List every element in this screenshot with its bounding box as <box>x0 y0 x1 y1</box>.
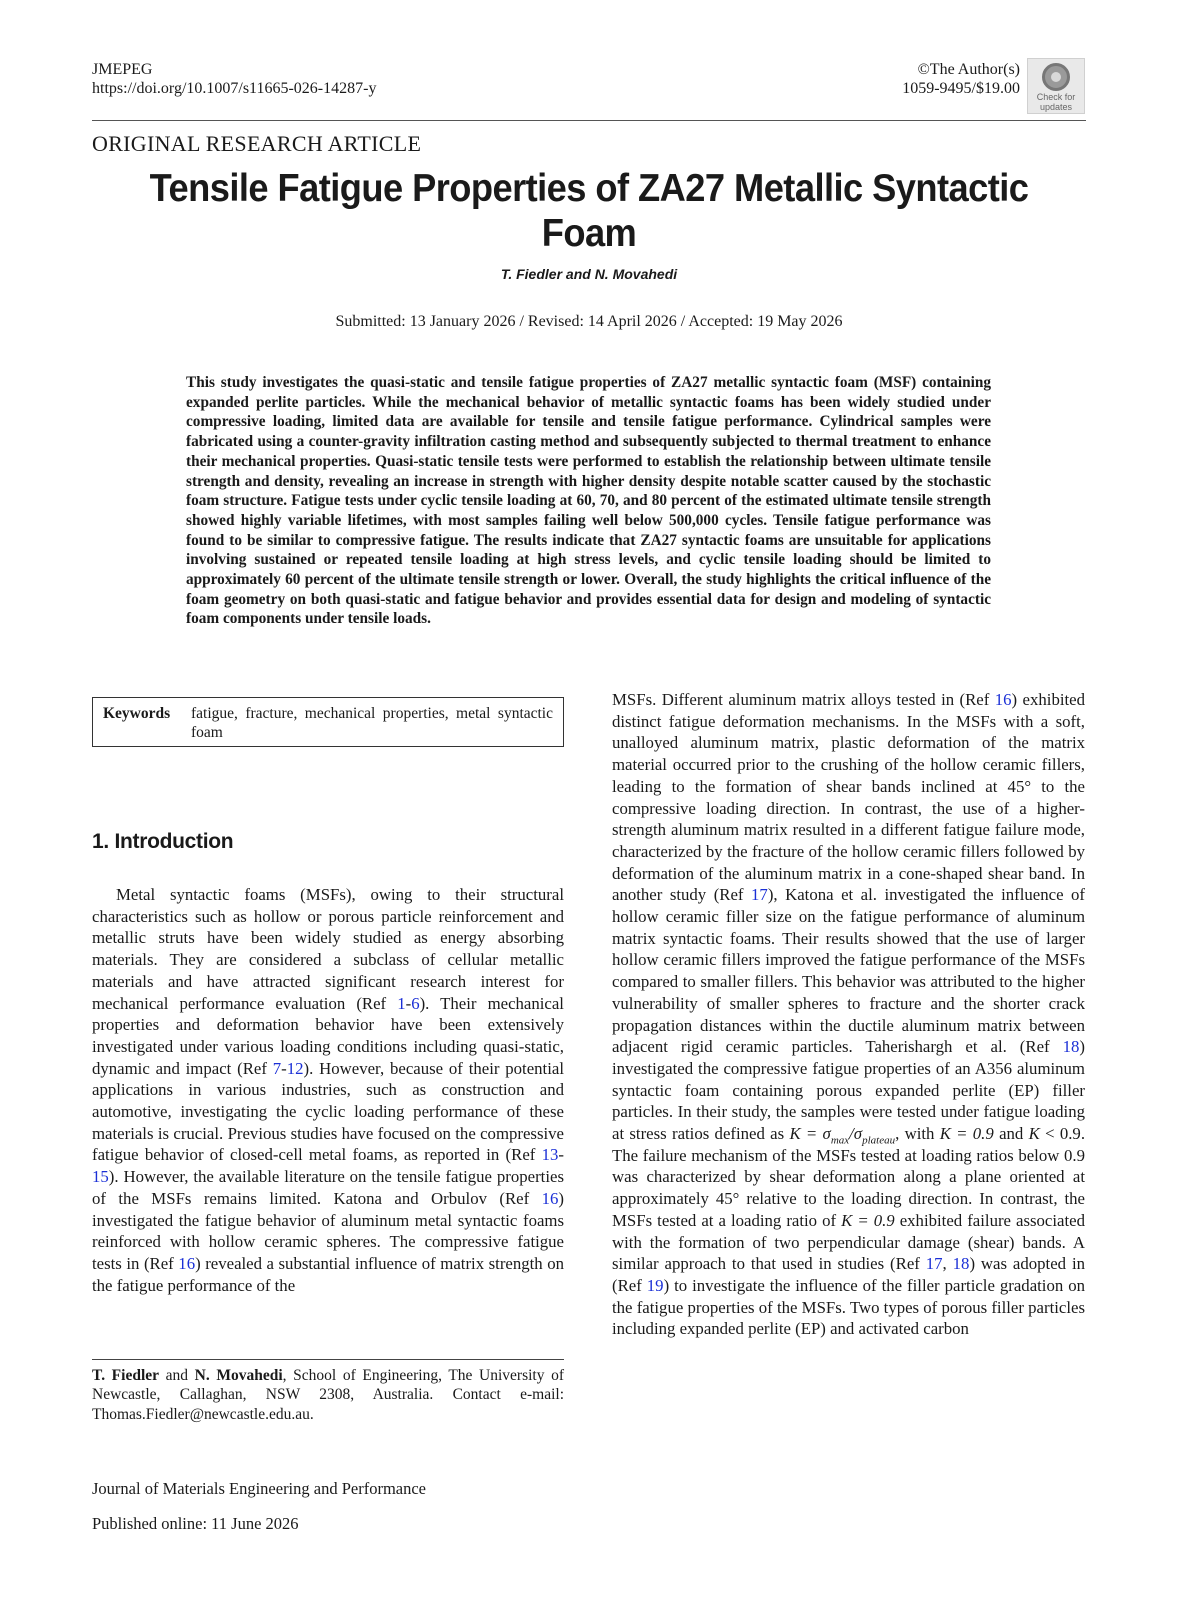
badge-line2: updates <box>1039 102 1073 112</box>
text-run: and <box>993 1124 1029 1144</box>
header-rule <box>92 120 1086 121</box>
text-run: ), Katona et al. investigated the influence of hollow ceramic filler size on the fatigue performance of aluminum matrix syntactic foams. Their results showed that the use of larger hollow ceramic fillers improved the fatigue performance of the MSFs compared to smaller fillers. This behavior was attributed to the higher vulnerability of smaller spheres to fracture and the shorter crack propagation distances within the ductile aluminum matrix between adjacent rigid ceramic particles. Taherishargh et al. (Ref <box>612 885 1086 1057</box>
text-run: ) investigated the fatigue behavior of aluminum metal syntactic foams reinforced with hollow ceramic spheres. The compressive fatigue tests in (Ref <box>92 1188 564 1273</box>
text-run: ). Their mechanical properties and deformation behavior have been extensively investigated under various loading conditions including quasi-static, dynamic and impact ( <box>92 993 564 1078</box>
keywords-label: Keywords <box>103 705 171 722</box>
text-run: ) revealed a substantial influence of matrix strength on the fatigue performance of the <box>92 1253 564 1295</box>
doi-link[interactable]: https://doi.org/10.1007/s11665-026-14287-y <box>92 80 377 97</box>
badge-line1: Check for <box>1036 92 1076 102</box>
abstract: This study investigates the quasi-static and tensile fatigue properties of ZA27 metallic syntactic foam (MSF) containing expanded perlite particles. While the mechanical behavior of metallic syntactic foams has been widely studied under compressive loading, limited data are available for tensile and tensile fatigue performance. Cylindrical samples were fabricated using a counter-gravity infiltration casting method and subsequently subjected to thermal treatment to enhance their mechanical properties. Quasi-static tensile tests were performed to establish the relationship between ultimate tensile strength and density, revealing an increase in strength with higher density despite notable scatter caused by the stochastic foam structure. Fatigue tests under cyclic tensile loading at 60, 70, and 80 percent of the estimated ultimate tensile strength showed highly variable lifetimes, with most samples failing well below 500,000 cycles. Tensile fatigue performance was found to be similar to compressive fatigue. The results indicate that ZA27 syntactic foams are unsuitable for applications involving sustained or repeated tensile loading at high stress levels, and cyclic tensile loading should be limited to approximately 60 percent of the ultimate tensile strength or lower. Overall, the study highlights the critical influence of the foam geometry on both quasi-static and fatigue behavior and provides essential data for design and modeling of syntactic foam components under tensile loads. <box>186 374 991 628</box>
text-run: , with <box>895 1124 940 1144</box>
math-run: K = σ <box>789 1124 831 1144</box>
text-run: MSFs. Different aluminum matrix alloys tested in (Ref <box>612 690 995 709</box>
reference-link[interactable]: 17 <box>751 885 768 905</box>
text-run: ). However, the available literature on the tensile fatigue properties of the MSFs remains limited. Katona and Orbulov (Ref <box>92 1167 564 1208</box>
reference-link[interactable]: 17 <box>925 1254 943 1274</box>
header-right <box>902 60 1020 98</box>
keywords-box <box>92 697 564 747</box>
check-for-updates-badge[interactable] <box>1027 58 1085 114</box>
affiliation-author: N. Movahedi <box>194 1367 283 1384</box>
authors: T. Fiedler and N. Movahedi <box>500 266 678 282</box>
reference-link[interactable]: 6 <box>411 993 420 1013</box>
text-run: ) exhibited distinct fatigue deformation mechanisms. In the MSFs with a soft, unalloyed aluminum matrix, plastic deformation of the matrix material occurred prior to the crushing of the hollow ceramic fillers, leading to the formation of shear bands inclined at 45° to the compressive loading direction. In contrast, the use of a higher-strength aluminum matrix resulted in a different fatigue failure mode, characterized by the fracture of the hollow ceramic fillers followed by deformation of the aluminum matrix in a cone-shaped shear band. In another study (Ref <box>612 690 1085 905</box>
affiliation-author: T. Fiedler <box>92 1367 160 1384</box>
reference-link[interactable]: 16 <box>178 1253 196 1273</box>
equation: K = 0.9 <box>939 1124 994 1144</box>
text-run: Ref <box>361 993 398 1013</box>
text-run: exhibited failure associated with the formation of two perpendicular damage (shear) bands. A similar approach to that used in studies (Ref <box>612 1210 1085 1274</box>
text-run: < 0.9. The failure mechanism of the MSFs tested at loading ratios below 0.9 was characterized by shear deformation along a plane oriented at approximately 45° relative to the loading direction. In contrast, the MSFs tested at a loading ratio of <box>612 1124 1086 1230</box>
check-for-updates-icon <box>1042 63 1070 91</box>
equation: K = 0.9 <box>841 1210 895 1230</box>
reference-link[interactable]: 15 <box>92 1167 109 1187</box>
affiliation-rule <box>92 1359 564 1360</box>
reference-link[interactable]: 16 <box>541 1188 559 1208</box>
equation: K <box>1028 1124 1040 1144</box>
reference-link[interactable]: 18 <box>952 1254 970 1274</box>
reference-link[interactable]: 12 <box>286 1058 304 1078</box>
article-title: Tensile Fatigue Properties of ZA27 Metallic Syntactic Foam <box>149 167 1029 255</box>
text-run: ) investigated the compressive fatigue properties of an A356 aluminum syntactic foam containing porous expanded perlite (EP) filler particles. In their study, the samples were tested under fatigue loading at stress ratios defined as <box>612 1037 1085 1144</box>
math-run: /σ <box>849 1124 863 1144</box>
reference-link[interactable]: 19 <box>646 1275 664 1295</box>
reference-link[interactable]: 16 <box>994 690 1012 709</box>
journal-code: JMEPEG <box>92 61 153 78</box>
text-run: Ref <box>242 1058 273 1078</box>
copyright: ©The Author(s) <box>917 61 1020 78</box>
header-left <box>92 60 376 98</box>
intro-right-column <box>612 689 1085 1340</box>
reference-link[interactable]: 1 <box>397 993 406 1013</box>
text-run: , <box>942 1254 953 1274</box>
text-run: and <box>159 1367 195 1384</box>
text-run: Metal syntactic foams (MSFs), owing to their structural characteristics such as hollow or porous particle reinforcement and metallic struts have been widely studied as energy absorbing materials. They are considered a subclass of cellular metallic materials and have attracted significant research interest for mechanical performance evaluation ( <box>92 885 564 1013</box>
badge-text <box>1028 92 1084 112</box>
math-subscript: plateau <box>862 1134 896 1147</box>
section-heading: 1. Introduction <box>92 830 234 853</box>
journal-name: Journal of Materials Engineering and Performance <box>92 1479 427 1498</box>
text-run: ). However, because of their potential applications in various industries, such as construction and automotive, investigating the cyclic loading performance of these materials is crucial. Previous studies have focused on the compressive fatigue behavior of closed-cell metal foams, as reported in ( <box>92 1058 564 1165</box>
published-date: Published online: 11 June 2026 <box>92 1514 299 1533</box>
math-subscript: max <box>830 1134 850 1147</box>
text-run: ) was adopted in (Ref <box>612 1254 1085 1295</box>
article-type: ORIGINAL RESEARCH ARTICLE <box>92 131 422 156</box>
author-affiliation <box>92 1366 564 1424</box>
keywords-text: fatigue, fracture, mechanical properties, metal syntactic foam <box>191 705 553 741</box>
intro-left-column: Metal syntactic foams (MSFs), owing to their structural characteristics such as hollow or porous particle reinforcement and metallic struts have been widely studied as energy absorbing materials. They are considered a subclass of cellular metallic materials and have attracted significant research interest for mechanical performance evaluation (Ref 1-6). Their mechanical properties and deformation behavior have been extensively investigated under various loading conditions including quasi-static, dynamic and impact (Ref 7-12). However, because of their potential applications in various industries, such as construction and automotive, investigating the cyclic loading performance of these materials is crucial. Previous studies have focused on the compressive fatigue behavior of closed-cell metal foams, as reported in (Ref 13-15). However, the available literature on the tensile fatigue properties of the MSFs remains limited. Katona and Orbulov (Ref 16) investigated the fatigue behavior of aluminum metal syntactic foams reinforced with hollow ceramic spheres. The compressive fatigue tests in (Ref 16) revealed a substantial influence of matrix strength on the fatigue performance of the <box>92 885 564 1295</box>
equation <box>789 1124 896 1147</box>
text-run: ) to investigate the influence of the filler particle gradation on the fatigue properties of the MSFs. Two types of porous filler particles including expanded perlite (EP) and activated carbon <box>612 1275 1085 1339</box>
reference-link[interactable]: 13 <box>541 1145 559 1165</box>
text-run: Ref <box>511 1145 542 1165</box>
reference-link[interactable]: 7 <box>272 1058 282 1078</box>
reference-link[interactable]: 18 <box>1062 1037 1080 1057</box>
submission-dates: Submitted: 13 January 2026 / Revised: 14 April 2026 / Accepted: 19 May 2026 <box>335 313 843 330</box>
affiliation-text: , School of Engineering, The University of Newcastle, Callaghan, NSW 2308, Australia. Contact e-mail: Thomas.Fiedler@newcastle.edu.au. <box>92 1367 565 1423</box>
price: 1059-9495/$19.00 <box>902 80 1020 97</box>
